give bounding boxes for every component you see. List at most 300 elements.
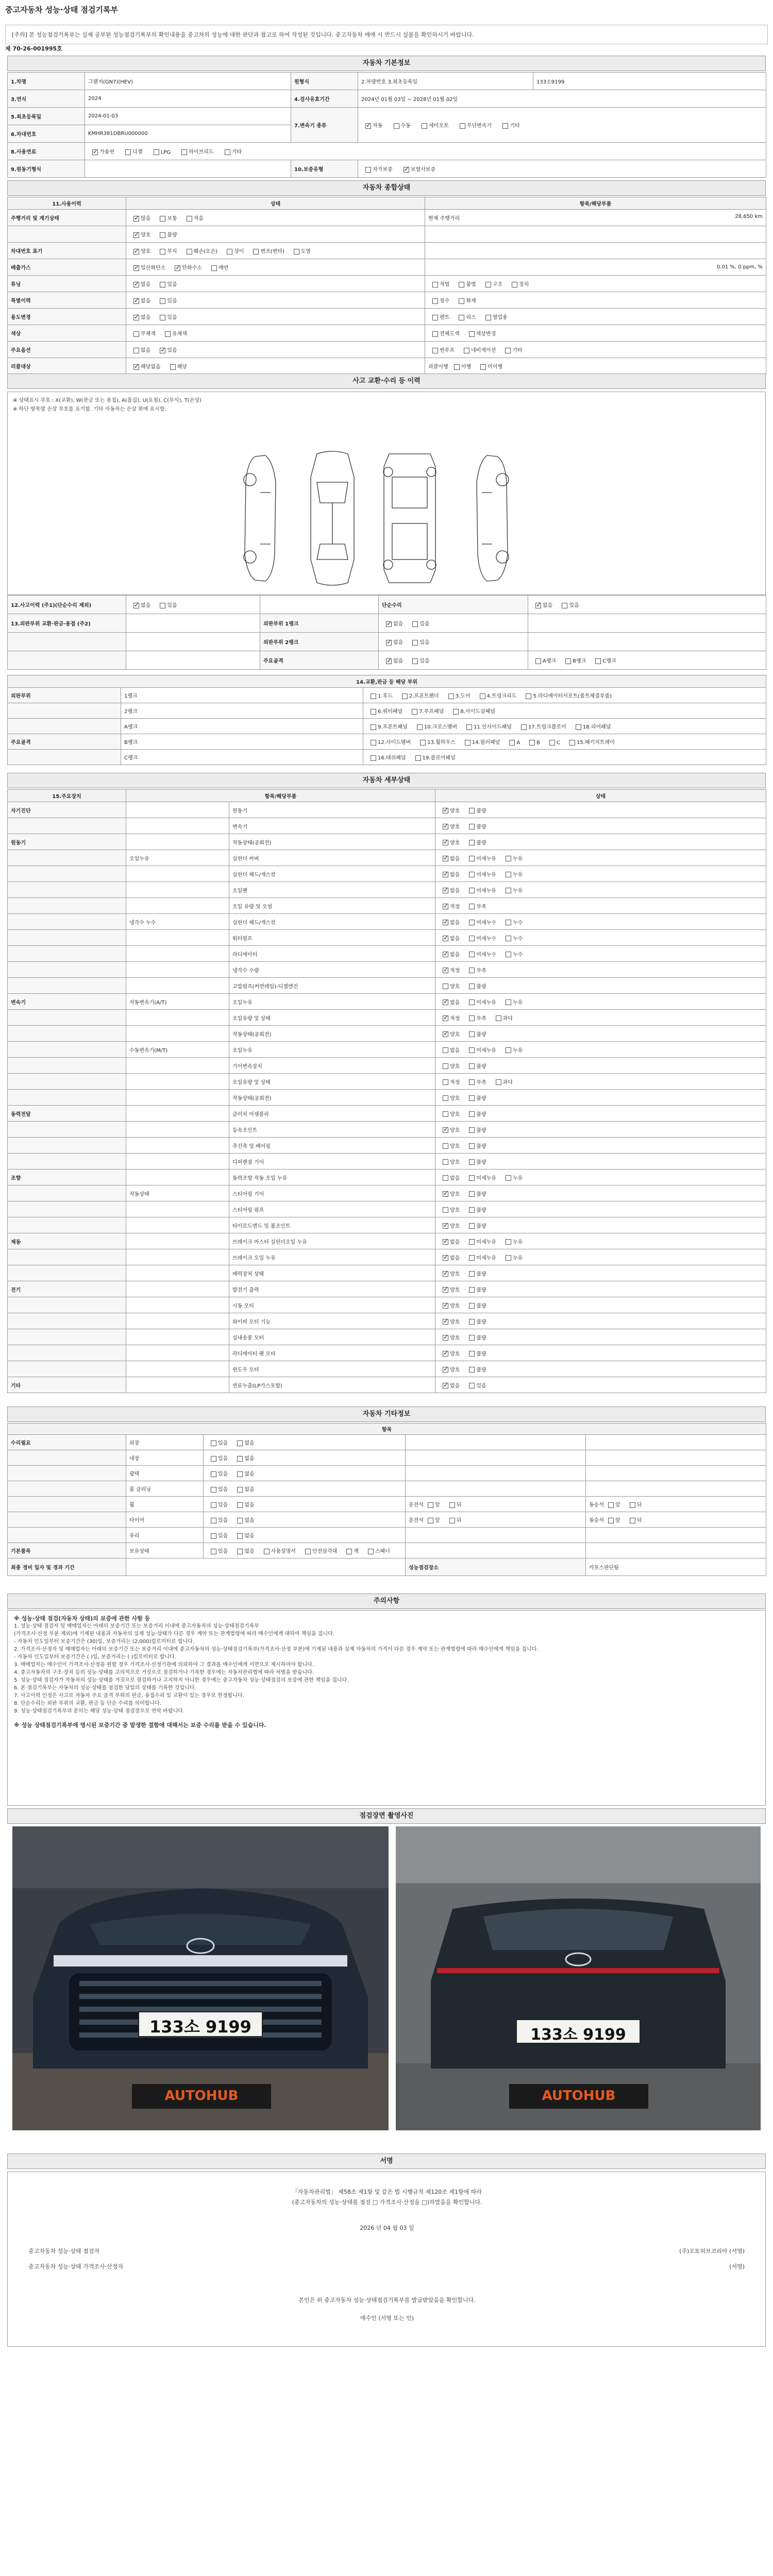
checkbox[interactable] bbox=[133, 249, 139, 255]
checkbox[interactable] bbox=[237, 1518, 243, 1523]
checkbox[interactable] bbox=[294, 249, 299, 255]
checkbox[interactable] bbox=[469, 1175, 475, 1181]
checkbox[interactable] bbox=[469, 1159, 475, 1165]
checkbox-label: 불량 bbox=[476, 1095, 486, 1101]
checkbox[interactable] bbox=[133, 265, 139, 271]
checkbox[interactable] bbox=[469, 1095, 475, 1101]
parts-options bbox=[363, 703, 766, 719]
checkbox[interactable] bbox=[443, 840, 448, 845]
checkbox[interactable] bbox=[549, 740, 555, 745]
checkbox[interactable] bbox=[443, 1127, 448, 1133]
item-cell bbox=[425, 243, 766, 259]
checkbox[interactable] bbox=[181, 149, 187, 155]
checkbox[interactable] bbox=[469, 1303, 475, 1309]
checkbox[interactable] bbox=[443, 984, 448, 989]
checkbox[interactable] bbox=[443, 999, 448, 1005]
checkbox[interactable] bbox=[443, 1175, 448, 1181]
subgroup-label bbox=[126, 1170, 229, 1185]
checkbox[interactable] bbox=[485, 282, 491, 287]
position-options bbox=[586, 1497, 766, 1512]
checkbox[interactable] bbox=[443, 824, 448, 829]
parts-options bbox=[363, 719, 766, 734]
checkbox[interactable] bbox=[506, 888, 511, 893]
checkbox[interactable] bbox=[412, 709, 417, 715]
checkbox[interactable] bbox=[506, 999, 511, 1005]
table-row bbox=[8, 750, 766, 765]
checkbox[interactable] bbox=[237, 1440, 243, 1446]
basic-label: 3.연식 bbox=[8, 90, 85, 108]
checkbox[interactable] bbox=[469, 1255, 475, 1261]
checkbox[interactable] bbox=[402, 693, 408, 699]
item-label: 실린더 커버 bbox=[229, 850, 435, 866]
checkbox-label: 6.쿼터패널 bbox=[378, 709, 403, 715]
checkbox[interactable] bbox=[386, 621, 392, 627]
checkbox[interactable] bbox=[469, 856, 475, 861]
checkbox[interactable] bbox=[443, 1335, 448, 1341]
checkbox[interactable] bbox=[371, 709, 376, 715]
checkbox[interactable] bbox=[469, 1015, 475, 1021]
checkbox-label: 부식 bbox=[167, 249, 177, 255]
checkbox[interactable] bbox=[506, 1239, 511, 1245]
note-line: 2. 가격조사·산정자 및 매매업자는 아래의 보증기간 또는 보증거리 이내에 중고자동차의 성능·상태점검기록부(가격조사·산정 부분)에 기재된 내용과 실제 자동차의 가격이 다른 경우 계약 또는 관계법령에 따라 매수인에게 책임을 집니다. bbox=[14, 1647, 539, 1652]
checkbox[interactable] bbox=[443, 872, 448, 877]
checkbox[interactable] bbox=[535, 603, 541, 608]
table-row bbox=[8, 1361, 766, 1377]
checkbox[interactable] bbox=[469, 331, 475, 337]
item-label: 작동상태(공회전) bbox=[229, 1090, 435, 1106]
checkbox[interactable] bbox=[443, 1143, 448, 1149]
checkbox[interactable] bbox=[443, 1287, 448, 1293]
checkbox-label: B랭크 bbox=[573, 658, 586, 664]
checkbox[interactable] bbox=[125, 149, 131, 155]
checkbox[interactable] bbox=[443, 936, 448, 941]
checkbox[interactable] bbox=[237, 1533, 243, 1539]
checkbox[interactable] bbox=[469, 1079, 475, 1085]
checkbox[interactable] bbox=[160, 232, 165, 238]
checkbox[interactable] bbox=[448, 693, 454, 699]
checkbox[interactable] bbox=[422, 123, 427, 129]
basic-value: 2024-01-03 bbox=[85, 108, 291, 125]
checkbox-label: 침수 bbox=[440, 298, 450, 304]
checkbox[interactable] bbox=[443, 1351, 448, 1357]
checkbox[interactable] bbox=[506, 1047, 511, 1053]
column-header: 15.주요장치 bbox=[8, 790, 126, 802]
item-label: 원동기 bbox=[229, 802, 435, 818]
checkbox[interactable] bbox=[443, 1031, 448, 1037]
checkbox[interactable] bbox=[365, 123, 371, 129]
checkbox[interactable] bbox=[469, 1063, 475, 1069]
checkbox-label: 부족 bbox=[476, 968, 486, 974]
checkbox-label: 앞 bbox=[434, 1518, 440, 1523]
checkbox[interactable] bbox=[432, 282, 438, 287]
checkbox-label: 불량 bbox=[476, 1191, 486, 1197]
checkbox-label: 19.플로어패널 bbox=[422, 755, 456, 761]
checkbox[interactable] bbox=[469, 1191, 475, 1197]
subgroup-label bbox=[126, 1058, 229, 1074]
table-row bbox=[8, 226, 766, 243]
position-options bbox=[406, 1435, 586, 1450]
checkbox[interactable] bbox=[420, 740, 426, 745]
checkbox-label: 전체도색 bbox=[440, 331, 460, 337]
item-cell bbox=[425, 292, 766, 309]
checkbox[interactable] bbox=[443, 920, 448, 925]
note-line: 1. 성능·상태 점검자 및 매매업자는 아래의 보증기간 또는 보증거리 이내에 중고자동차의 성능·상태점검기록부 bbox=[14, 1623, 259, 1629]
checkbox[interactable] bbox=[469, 1319, 475, 1325]
checkbox[interactable] bbox=[443, 1079, 448, 1085]
checkbox[interactable] bbox=[469, 1271, 475, 1277]
checkbox-label: 불량 bbox=[476, 808, 486, 814]
checkbox[interactable] bbox=[509, 740, 515, 745]
checkbox[interactable] bbox=[469, 1207, 475, 1213]
checkbox[interactable] bbox=[386, 640, 392, 646]
checkbox-label: 뒤 bbox=[636, 1502, 642, 1508]
checkbox[interactable] bbox=[469, 872, 475, 877]
checkbox[interactable] bbox=[569, 740, 575, 745]
subgroup-label: 수동변속기(M/T) bbox=[126, 1042, 229, 1058]
checkbox[interactable] bbox=[443, 1047, 448, 1053]
checkbox[interactable] bbox=[443, 1255, 448, 1261]
checkbox[interactable] bbox=[443, 904, 448, 909]
checkbox[interactable] bbox=[211, 1518, 216, 1523]
checkbox[interactable] bbox=[443, 1159, 448, 1165]
checkbox[interactable] bbox=[211, 1440, 216, 1446]
checkbox-label: 누유 bbox=[512, 1047, 523, 1054]
checkbox-label: 앞 bbox=[434, 1502, 440, 1508]
checkbox[interactable] bbox=[576, 724, 581, 730]
group-label bbox=[8, 946, 126, 962]
status-options bbox=[435, 1281, 766, 1297]
checkbox[interactable] bbox=[371, 693, 376, 699]
checkbox[interactable] bbox=[386, 658, 392, 664]
checkbox[interactable] bbox=[512, 282, 517, 287]
checkbox[interactable] bbox=[443, 1095, 448, 1101]
checkbox[interactable] bbox=[443, 1015, 448, 1021]
checkbox[interactable] bbox=[187, 216, 192, 222]
checkbox[interactable] bbox=[305, 1549, 311, 1554]
checkbox[interactable] bbox=[521, 724, 527, 730]
checkbox[interactable] bbox=[443, 968, 448, 973]
checkbox-label: 있음 bbox=[167, 603, 177, 608]
checkbox[interactable] bbox=[211, 1502, 216, 1508]
checkbox[interactable] bbox=[459, 298, 464, 304]
checkbox-label: 일산화탄소 bbox=[141, 265, 166, 271]
status-options bbox=[126, 243, 425, 259]
checkbox[interactable] bbox=[443, 1239, 448, 1245]
general-condition-table bbox=[7, 197, 766, 375]
checkbox-label: 미세누유 bbox=[476, 856, 496, 862]
checkbox[interactable] bbox=[160, 249, 165, 255]
pricer-label: 중고자동차 성능·상태 가격조사·산정자 bbox=[28, 2263, 124, 2270]
checkbox-label: 4.트렁크리드 bbox=[486, 693, 517, 699]
item-label: 와이퍼 모터 기능 bbox=[229, 1313, 435, 1329]
position-options bbox=[406, 1543, 586, 1558]
status-options bbox=[435, 1201, 766, 1217]
checkbox[interactable] bbox=[133, 282, 139, 287]
checkbox[interactable] bbox=[170, 364, 176, 370]
checkbox[interactable] bbox=[92, 149, 98, 155]
checkbox[interactable] bbox=[160, 298, 165, 304]
checkbox[interactable] bbox=[469, 1383, 475, 1388]
checkbox[interactable] bbox=[630, 1502, 635, 1508]
checkbox[interactable] bbox=[608, 1518, 614, 1523]
checkbox[interactable] bbox=[264, 1549, 270, 1554]
checkbox[interactable] bbox=[506, 856, 511, 861]
checkbox[interactable] bbox=[630, 1518, 635, 1523]
checkbox[interactable] bbox=[160, 603, 165, 608]
checkbox[interactable] bbox=[443, 1271, 448, 1277]
checkbox-label: 구조 bbox=[492, 282, 502, 287]
checkbox[interactable] bbox=[160, 216, 165, 222]
checkbox[interactable] bbox=[211, 1471, 216, 1477]
checkbox[interactable] bbox=[175, 265, 180, 271]
checkbox[interactable] bbox=[460, 123, 465, 129]
checkbox[interactable] bbox=[496, 1015, 501, 1021]
checkbox[interactable] bbox=[506, 1175, 511, 1181]
checkbox[interactable] bbox=[469, 1351, 475, 1357]
checkbox[interactable] bbox=[394, 123, 399, 129]
checkbox[interactable] bbox=[459, 282, 464, 287]
row-label bbox=[8, 226, 126, 243]
table-row bbox=[8, 1377, 766, 1393]
checkbox[interactable] bbox=[469, 1031, 475, 1037]
checkbox[interactable] bbox=[469, 904, 475, 909]
checkbox-label: 없음 bbox=[450, 1047, 460, 1054]
sign-date: 2026 년 04 월 03 일 bbox=[360, 2225, 414, 2231]
checkbox[interactable] bbox=[469, 1239, 475, 1245]
position-label: 동승석 bbox=[589, 1502, 604, 1508]
checkbox[interactable] bbox=[443, 1111, 448, 1117]
checkbox-label: 있음 bbox=[218, 1487, 228, 1493]
checkbox[interactable] bbox=[443, 856, 448, 861]
table-row bbox=[8, 1138, 766, 1154]
position-options bbox=[586, 1466, 766, 1481]
checkbox[interactable] bbox=[160, 315, 165, 320]
checkbox[interactable] bbox=[443, 888, 448, 893]
checkbox[interactable] bbox=[237, 1549, 243, 1554]
checkbox[interactable] bbox=[469, 936, 475, 941]
checkbox[interactable] bbox=[443, 1063, 448, 1069]
item-cell: 현재 주행거리 28,650 km bbox=[425, 210, 766, 226]
checkbox[interactable] bbox=[506, 920, 511, 925]
checkbox[interactable] bbox=[469, 824, 475, 829]
checkbox[interactable] bbox=[529, 740, 535, 745]
checkbox-label: 13.휠하우스 bbox=[427, 740, 456, 745]
checkbox[interactable] bbox=[432, 298, 438, 304]
table-row bbox=[8, 1106, 766, 1122]
checkbox[interactable] bbox=[506, 1255, 511, 1261]
checkbox[interactable] bbox=[469, 968, 475, 973]
checkbox[interactable] bbox=[469, 1127, 475, 1133]
table-row bbox=[8, 1233, 766, 1249]
checkbox[interactable] bbox=[412, 621, 418, 627]
checkbox[interactable] bbox=[454, 364, 460, 370]
row-label bbox=[8, 750, 121, 765]
checkbox[interactable] bbox=[506, 936, 511, 941]
checkbox[interactable] bbox=[453, 709, 459, 715]
status-options bbox=[204, 1528, 406, 1543]
checkbox[interactable] bbox=[371, 755, 376, 761]
checkbox[interactable] bbox=[432, 331, 438, 337]
checkbox[interactable] bbox=[449, 1518, 455, 1523]
checkbox[interactable] bbox=[237, 1487, 243, 1493]
checkbox[interactable] bbox=[496, 1079, 501, 1085]
checkbox[interactable] bbox=[443, 1191, 448, 1197]
checkbox[interactable] bbox=[432, 315, 438, 320]
checkbox[interactable] bbox=[469, 1367, 475, 1372]
checkbox-label: 뒤 bbox=[456, 1518, 462, 1523]
checkbox[interactable] bbox=[133, 364, 139, 370]
checkbox[interactable] bbox=[133, 315, 139, 320]
checkbox[interactable] bbox=[211, 1533, 216, 1539]
note-line: 4. 중고자동차의 구조·장치 등의 성능·상태를 고의적으로 거짓으로 점검하거나 기록한 경우에는 자동차관리법에 따라 처벌을 받습니다. bbox=[14, 1670, 314, 1675]
checkbox-label: 썬루프 bbox=[440, 348, 455, 353]
checkbox[interactable] bbox=[443, 1223, 448, 1229]
checkbox[interactable] bbox=[469, 1047, 475, 1053]
checkbox-label: 영업용 bbox=[492, 315, 508, 320]
checkbox[interactable] bbox=[133, 232, 139, 238]
position-label: 운전석 bbox=[409, 1502, 424, 1508]
checkbox[interactable] bbox=[368, 1549, 374, 1554]
checkbox[interactable] bbox=[443, 808, 448, 814]
checkbox[interactable] bbox=[432, 348, 438, 353]
checkbox[interactable] bbox=[211, 1487, 216, 1493]
checkbox[interactable] bbox=[469, 1223, 475, 1229]
checkbox[interactable] bbox=[237, 1502, 243, 1508]
checkbox[interactable] bbox=[469, 999, 475, 1005]
checkbox-label: 1.후드 bbox=[378, 693, 393, 699]
checkbox[interactable] bbox=[160, 348, 165, 353]
checkbox[interactable] bbox=[469, 808, 475, 814]
checkbox-label: 없음 bbox=[393, 658, 404, 664]
checkbox[interactable] bbox=[133, 216, 139, 222]
checkbox[interactable] bbox=[227, 249, 232, 255]
checkbox[interactable] bbox=[443, 1367, 448, 1372]
checkbox[interactable] bbox=[443, 1319, 448, 1325]
checkbox[interactable] bbox=[443, 1207, 448, 1213]
checkbox[interactable] bbox=[211, 265, 217, 271]
checkbox-label: 렌트 bbox=[440, 315, 450, 320]
checkbox[interactable] bbox=[133, 603, 139, 608]
note-line: - 자동차 인도일부터 보증기간은 ( )일, 보증거리는 ( )킬로미터로 합니다. bbox=[14, 1654, 176, 1660]
checkbox[interactable] bbox=[464, 348, 469, 353]
checkbox[interactable] bbox=[237, 1471, 243, 1477]
checkbox[interactable] bbox=[154, 149, 159, 155]
checkbox[interactable] bbox=[608, 1502, 614, 1508]
checkbox[interactable] bbox=[469, 1287, 475, 1293]
checkbox[interactable] bbox=[187, 249, 192, 255]
checkbox[interactable] bbox=[506, 952, 511, 957]
checkbox[interactable] bbox=[466, 724, 472, 730]
checkbox[interactable] bbox=[469, 840, 475, 845]
checkbox-label: 적음 bbox=[193, 216, 204, 222]
checkbox[interactable] bbox=[412, 658, 418, 664]
checkbox[interactable] bbox=[371, 724, 376, 730]
checkbox[interactable] bbox=[133, 348, 139, 353]
checkbox[interactable] bbox=[211, 1549, 216, 1554]
group-label bbox=[8, 978, 126, 994]
checkbox-label: 불량 bbox=[476, 1319, 486, 1325]
checkbox[interactable] bbox=[371, 740, 376, 745]
checkbox[interactable] bbox=[595, 658, 601, 664]
group-label bbox=[8, 1497, 126, 1512]
checkbox[interactable] bbox=[225, 149, 230, 155]
subgroup-label bbox=[126, 1361, 229, 1377]
checkbox[interactable] bbox=[469, 1111, 475, 1117]
checkbox-label: 양호 bbox=[450, 1159, 460, 1165]
checkbox[interactable] bbox=[469, 1143, 475, 1149]
table-row bbox=[8, 1217, 766, 1233]
status-options bbox=[435, 834, 766, 850]
inspector-label: 중고자동차 성능·상태 점검자 bbox=[28, 2248, 100, 2255]
section-other-title: 자동차 기타정보 bbox=[7, 1406, 766, 1422]
checkbox[interactable] bbox=[469, 888, 475, 893]
spacer bbox=[126, 633, 260, 651]
checkbox-label: 양호 bbox=[450, 1287, 460, 1293]
checkbox-label: 불량 bbox=[476, 984, 486, 990]
checkbox[interactable] bbox=[480, 693, 485, 699]
note-line: 9. 성능·상태점검기록부의 문의는 해당 성능·상태 점검장으로 연락 바랍니다. bbox=[14, 1708, 185, 1714]
checkbox[interactable] bbox=[469, 984, 475, 989]
checkbox[interactable] bbox=[505, 348, 511, 353]
checkbox[interactable] bbox=[417, 724, 423, 730]
checkbox[interactable] bbox=[443, 1303, 448, 1309]
checkbox[interactable] bbox=[346, 1549, 352, 1554]
checkbox[interactable] bbox=[365, 167, 371, 173]
checkbox[interactable] bbox=[562, 603, 567, 608]
checkbox[interactable] bbox=[237, 1456, 243, 1462]
status-options bbox=[435, 930, 766, 946]
status-options bbox=[435, 962, 766, 978]
group-label: 변속기 bbox=[8, 994, 126, 1010]
checkbox[interactable] bbox=[415, 755, 421, 761]
checkbox[interactable] bbox=[459, 315, 464, 320]
checkbox[interactable] bbox=[412, 640, 418, 646]
checkbox[interactable] bbox=[443, 1383, 448, 1388]
checkbox-label: 없음 bbox=[450, 936, 460, 942]
row-label: 12.사고이력 (주1)(단순수리 제외) bbox=[8, 596, 126, 614]
checkbox[interactable] bbox=[526, 693, 531, 699]
subgroup-label bbox=[126, 866, 229, 882]
checkbox[interactable] bbox=[485, 315, 491, 320]
checkbox[interactable] bbox=[165, 331, 171, 337]
checkbox[interactable] bbox=[469, 1335, 475, 1341]
checkbox[interactable] bbox=[535, 658, 541, 664]
checkbox[interactable] bbox=[133, 331, 139, 337]
checkbox[interactable] bbox=[428, 1502, 433, 1508]
checkbox-label: 적정 bbox=[450, 1015, 460, 1022]
checkbox[interactable] bbox=[160, 282, 165, 287]
checkbox[interactable] bbox=[506, 872, 511, 877]
checkbox[interactable] bbox=[565, 658, 571, 664]
checkbox[interactable] bbox=[502, 123, 508, 129]
checkbox[interactable] bbox=[480, 364, 486, 370]
checkbox[interactable] bbox=[133, 298, 139, 304]
checkbox[interactable] bbox=[404, 167, 409, 173]
checkbox[interactable] bbox=[449, 1502, 455, 1508]
other-info-table bbox=[7, 1423, 766, 1576]
checkbox[interactable] bbox=[253, 249, 259, 255]
checkbox-label: 2.프론트펜더 bbox=[409, 693, 439, 699]
checkbox[interactable] bbox=[469, 920, 475, 925]
checkbox[interactable] bbox=[211, 1456, 216, 1462]
checkbox[interactable] bbox=[428, 1518, 433, 1523]
checkbox[interactable] bbox=[465, 740, 470, 745]
checkbox[interactable] bbox=[469, 952, 475, 957]
status-options bbox=[204, 1450, 406, 1466]
checkbox-label: 양호 bbox=[450, 1031, 460, 1038]
checkbox-label: 미세누유 bbox=[476, 1255, 496, 1261]
checkbox[interactable] bbox=[443, 952, 448, 957]
